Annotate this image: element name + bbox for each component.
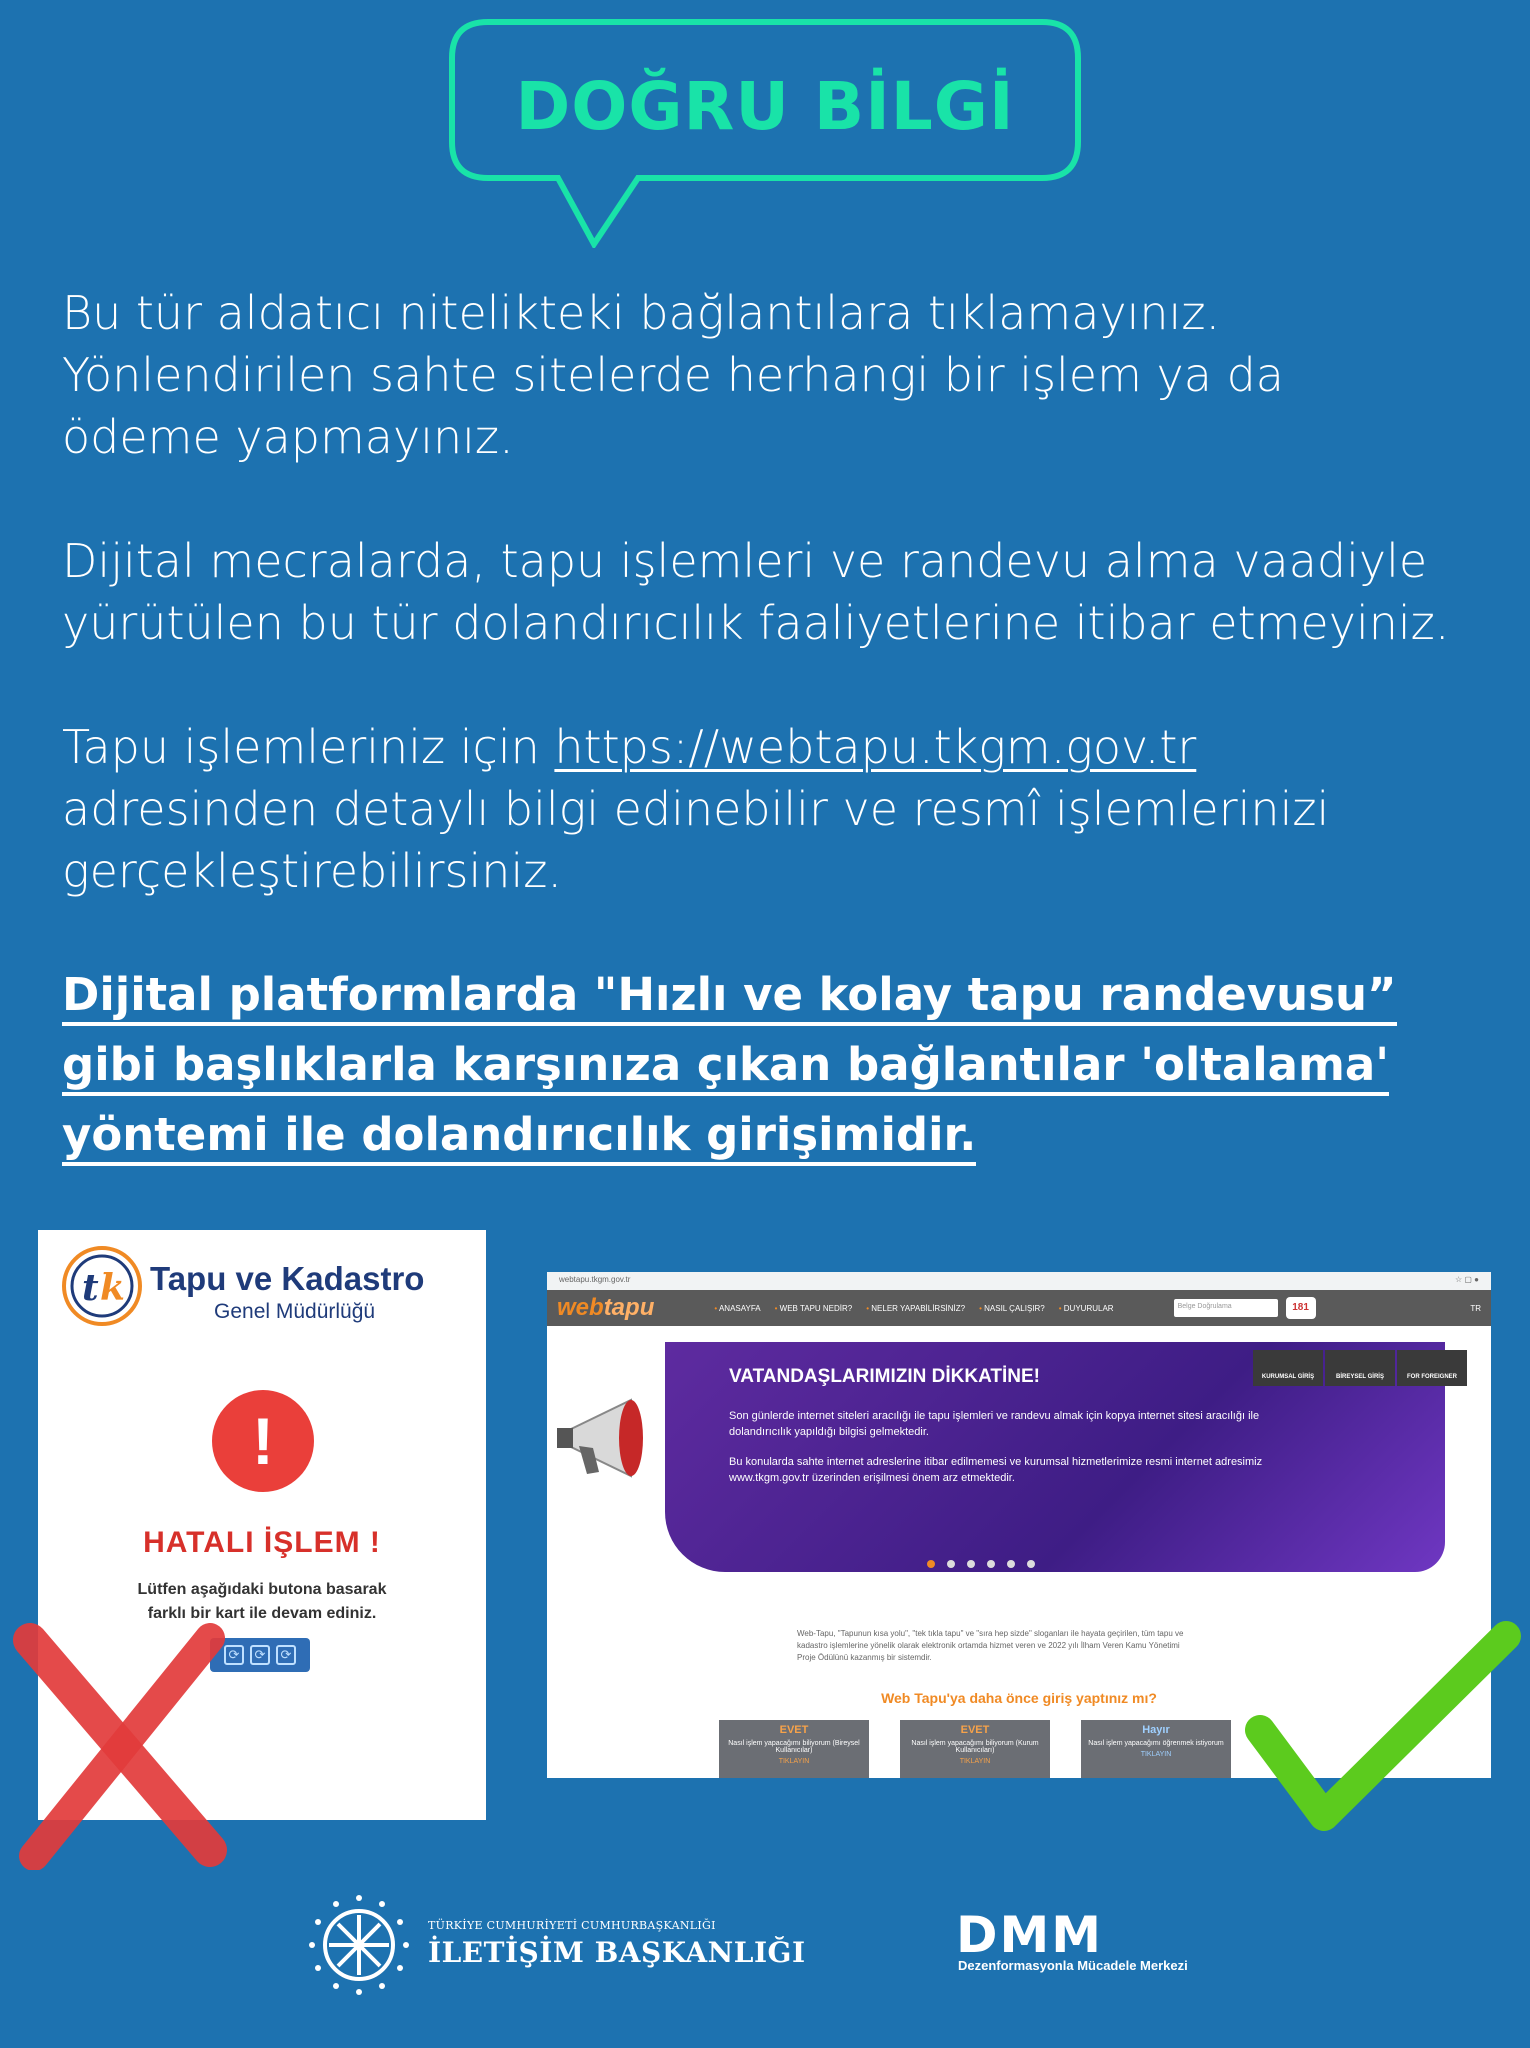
- site-nav: [547, 1290, 1491, 1326]
- header-title: DOĞRU BİLGİ: [515, 68, 1015, 145]
- login-tabs: [1253, 1350, 1467, 1386]
- carousel-dot[interactable]: [1007, 1560, 1015, 1568]
- tab-foreigner[interactable]: FOR FOREIGNER: [1397, 1350, 1467, 1386]
- browser-bar: [547, 1272, 1491, 1290]
- p1-line: ödeme yapmayınız.: [62, 410, 514, 464]
- option-individual[interactable]: EVET Nasıl işlem yapacağımı biliyorum (Bireysel Kullanıcılar) TIKLAYIN: [719, 1720, 869, 1778]
- hotline-badge: 181: [1286, 1297, 1316, 1319]
- tkgm-logo-icon: [60, 1244, 144, 1328]
- tkgm-title: Tapu ve Kadastro: [150, 1260, 425, 1297]
- language-select[interactable]: TR: [1470, 1303, 1481, 1313]
- svg-text:k: k: [100, 1267, 125, 1309]
- refresh-icon[interactable]: ⟳: [250, 1645, 270, 1665]
- p3-line: adresinden detaylı bilgi edinebilir ve resmî işlemlerinizi: [62, 782, 1330, 836]
- error-title: HATALI İŞLEM !: [143, 1526, 381, 1559]
- banner-text: Bu konularda sahte internet adreslerine itibar edilmemesi ve kurumsal hizmetlerimize resmi internet adresimiz www.tkgm.gov.tr üzerinden erişilmesi önem arz etmektedir.: [729, 1456, 1263, 1484]
- red-cross-icon: [10, 1620, 230, 1870]
- dmm-logo: DMM: [956, 1906, 1104, 1964]
- iletisim-title: İLETİŞİM BAŞKANLIĞI: [428, 1936, 806, 1969]
- tab-corporate-login[interactable]: KURUMSAL GİRİŞ: [1253, 1350, 1323, 1386]
- option-corporate[interactable]: EVET Nasıl işlem yapacağımı biliyorum (Kurum Kullanıcıları) TIKLAYIN: [900, 1720, 1050, 1778]
- nav-item-how[interactable]: • NASIL ÇALIŞIR?: [979, 1304, 1045, 1313]
- error-icon: !: [212, 1390, 314, 1492]
- webtapu-link[interactable]: https://webtapu.tkgm.gov.tr: [554, 720, 1197, 774]
- paragraph-3: [62, 716, 1482, 902]
- nav-item-news[interactable]: • DUYURULAR: [1059, 1304, 1114, 1313]
- tkgm-subtitle: Genel Müdürlüğü: [214, 1300, 376, 1323]
- nav-item-what[interactable]: • WEB TAPU NEDİR?: [775, 1304, 853, 1313]
- nav-item-home[interactable]: • ANASAYFA: [714, 1304, 760, 1313]
- dmm-subtitle: Dezenformasyonla Mücadele Merkezi: [958, 1958, 1188, 1973]
- nav-menu: [714, 1304, 1113, 1313]
- carousel-dot[interactable]: [947, 1560, 955, 1568]
- browser-icons: ☆ ▢ ●: [1454, 1275, 1479, 1284]
- p3-line: gerçekleştirebilirsiniz.: [62, 844, 563, 898]
- warning-line: Dijital platformlarda "Hızlı ve kolay tapu randevusu”: [62, 968, 1397, 1026]
- svg-text:t: t: [82, 1267, 99, 1309]
- p2-line: Dijital mecralarda, tapu işlemleri ve randevu alma vaadiyle: [62, 534, 1428, 588]
- p3-line-1: [62, 716, 1482, 778]
- carousel-dot[interactable]: [987, 1560, 995, 1568]
- warning-line: gibi başlıklarla karşınıza çıkan bağlantılar 'oltalama': [62, 1038, 1389, 1096]
- green-check-icon: [1236, 1620, 1526, 1840]
- paragraph-1: [62, 282, 1482, 468]
- carousel-dots[interactable]: [927, 1560, 1035, 1568]
- megaphone-icon: [549, 1382, 659, 1492]
- url-bar[interactable]: webtapu.tkgm.gov.tr: [559, 1275, 631, 1284]
- carousel-dot[interactable]: [967, 1560, 975, 1568]
- p1-line: Yönlendirilen sahte sitelerde herhangi bir işlem ya da: [62, 348, 1284, 402]
- iletisim-subtitle: TÜRKİYE CUMHURİYETİ CUMHURBAŞKANLIĞI: [428, 1919, 716, 1932]
- refresh-icon[interactable]: ⟳: [224, 1645, 244, 1665]
- search-input[interactable]: Belge Doğrulama: [1174, 1299, 1278, 1317]
- banner-text: Son günlerde internet siteleri aracılığı ile tapu işlemleri ve randevu almak için kopya internet sitesi aracılığı ile dolandırıcılık yapıldığı bilgisi gelmektedir.: [729, 1410, 1260, 1438]
- webtapu-logo[interactable]: webtapu: [557, 1294, 655, 1321]
- tab-individual-login[interactable]: BİREYSEL GİRİŞ: [1325, 1350, 1395, 1386]
- iletisim-emblem-icon: [304, 1890, 414, 2000]
- error-message-line: Lütfen aşağıdaki butona basarak: [137, 1581, 387, 1598]
- option-learn[interactable]: Hayır Nasıl işlem yapacağımı öğrenmek istiyorum TIKLAYIN: [1081, 1720, 1231, 1778]
- p3-prefix: Tapu işlemleriniz için: [62, 720, 555, 774]
- paragraph-2: [62, 530, 1482, 654]
- site-quote: Web-Tapu, "Tapunun kısa yolu", "tek tıkla tapu" ve "sıra hep sizde" sloganları ile hayata geçirilen, tüm tapu ve kadastro işlemlerine yönelik olarak elektronik ortamda hizmet veren ve 2022 yılı İlham Veren Kamu Yönetimi Proje Ödülünü kazanmış bir sistemdir.: [797, 1629, 1184, 1662]
- refresh-icon[interactable]: ⟳: [276, 1645, 296, 1665]
- carousel-dot[interactable]: [1027, 1560, 1035, 1568]
- header-bubble: [448, 18, 1082, 188]
- warning-line: yöntemi ile dolandırıcılık girişimidir.: [62, 1108, 976, 1166]
- carousel-dot[interactable]: [927, 1560, 935, 1568]
- error-message-line: farklı bir kart ile devam ediniz.: [147, 1605, 377, 1622]
- p1-line: Bu tür aldatıcı nitelikteki bağlantılara tıklamayınız.: [62, 286, 1221, 340]
- warning-paragraph: [62, 964, 1482, 1174]
- banner-title: VATANDAŞLARIMIZIN DİKKATİNE!: [729, 1366, 1041, 1387]
- nav-item-can[interactable]: • NELER YAPABİLİRSİNİZ?: [866, 1304, 965, 1313]
- p2-line: yürütülen bu tür dolandırıcılık faaliyetlerine itibar etmeyiniz.: [62, 596, 1450, 650]
- error-message: [38, 1578, 486, 1626]
- body-text: [62, 282, 1482, 1174]
- login-question: Web Tapu'ya daha önce giriş yaptınız mı?: [881, 1690, 1157, 1706]
